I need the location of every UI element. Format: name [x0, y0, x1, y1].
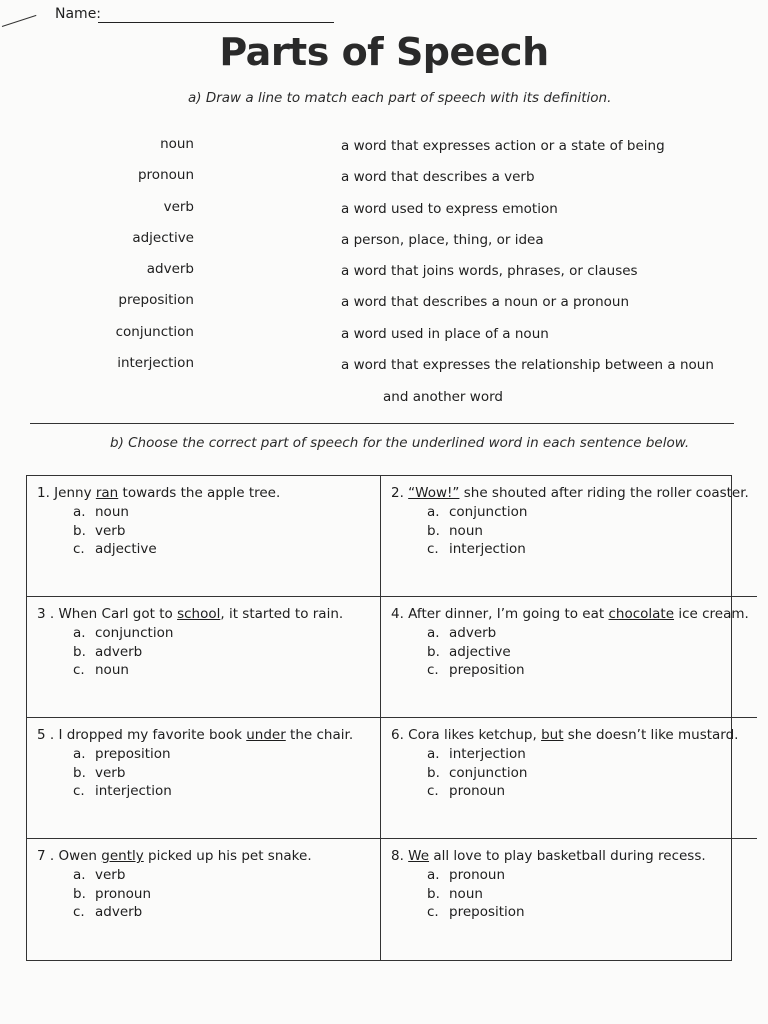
answer-option[interactable] [73, 903, 372, 922]
question-text: the chair. [285, 727, 354, 743]
section-a-instruction: a) Draw a line to match each part of speech with its definition. [188, 90, 612, 106]
option-text: adjective [95, 541, 157, 557]
answer-options [427, 503, 749, 559]
option-letter: b. [427, 522, 440, 539]
answer-option[interactable] [427, 503, 749, 522]
question-sentence [391, 606, 749, 622]
option-text: interjection [449, 541, 526, 557]
question-text: 8. [391, 848, 409, 864]
question-text: picked up his pet snake. [143, 848, 312, 864]
answer-option[interactable] [427, 866, 749, 885]
option-letter: b. [73, 885, 86, 902]
match-word[interactable]: conjunction [115, 323, 194, 340]
answer-option[interactable] [427, 643, 749, 662]
option-letter: a. [427, 625, 440, 641]
option-text: verb [95, 764, 126, 781]
answer-option[interactable] [73, 540, 372, 559]
answer-option[interactable] [427, 885, 749, 904]
option-letter: a. [73, 867, 86, 883]
answer-option[interactable] [427, 764, 749, 783]
answer-options [427, 624, 749, 680]
option-text: pronoun [449, 783, 506, 799]
page-title: Parts of Speech [219, 30, 549, 74]
option-text: interjection [449, 746, 526, 762]
match-word[interactable]: adjective [132, 229, 194, 246]
match-word[interactable]: verb [163, 198, 194, 215]
match-definition[interactable]: a word used in place of a noun [341, 325, 549, 342]
option-letter: c. [427, 904, 439, 920]
answer-options [73, 503, 372, 559]
option-text: noun [95, 504, 129, 520]
match-definition[interactable]: a word used to express emotion [341, 200, 558, 217]
match-definition[interactable]: a person, place, thing, or idea [341, 231, 544, 248]
option-text: preposition [449, 662, 525, 678]
answer-option[interactable] [73, 866, 372, 885]
underlined-word: chocolate [608, 606, 675, 622]
question-sentence [37, 848, 372, 864]
answer-option[interactable] [73, 764, 372, 783]
question-cell [27, 597, 381, 718]
question-text: 1. Jenny [37, 485, 96, 501]
answer-options [73, 866, 372, 922]
option-text: conjunction [95, 625, 174, 641]
option-letter: c. [73, 541, 85, 557]
option-text: pronoun [95, 885, 152, 902]
answer-option[interactable] [427, 745, 749, 764]
option-letter: b. [427, 764, 440, 781]
option-text: preposition [449, 904, 525, 920]
question-text: towards the apple tree. [118, 485, 281, 501]
answer-option[interactable] [73, 643, 372, 662]
option-text: verb [95, 867, 126, 883]
option-letter: a. [73, 504, 86, 520]
question-cell [381, 718, 757, 839]
answer-option[interactable] [427, 540, 749, 559]
question-text: 2. [391, 485, 409, 501]
option-text: adjective [449, 643, 511, 660]
option-text: interjection [95, 783, 172, 799]
question-text: all love to play basketball during recess. [429, 848, 706, 864]
underlined-word: gently [101, 848, 144, 864]
option-text: conjunction [449, 764, 528, 781]
question-grid [26, 475, 749, 961]
question-sentence [37, 727, 372, 743]
underlined-word: school [177, 606, 221, 622]
name-label: Name: [55, 6, 102, 22]
underlined-word: under [246, 727, 286, 743]
option-letter: c. [427, 541, 439, 557]
question-cell [27, 718, 381, 839]
question-cell [27, 839, 381, 960]
option-letter: b. [427, 643, 440, 660]
option-letter: a. [427, 867, 440, 883]
option-text: pronoun [449, 867, 506, 883]
answer-option[interactable] [427, 522, 749, 541]
option-letter: b. [73, 522, 86, 539]
section-divider [30, 423, 734, 424]
answer-option[interactable] [73, 885, 372, 904]
stray-pen-mark [2, 15, 37, 27]
name-blank-line[interactable] [98, 22, 334, 23]
match-word[interactable]: adverb [146, 261, 194, 278]
match-definition[interactable]: a word that describes a noun or a pronoun [341, 294, 630, 311]
answer-option[interactable] [427, 903, 749, 922]
answer-options [73, 624, 372, 680]
question-text: 7 . Owen [37, 848, 102, 864]
answer-option[interactable] [73, 503, 372, 522]
question-sentence [391, 727, 749, 743]
question-text: , it started to rain. [220, 606, 344, 622]
option-letter: a. [427, 504, 440, 520]
match-definition-continuation: and another word [383, 389, 503, 405]
answer-options [427, 866, 749, 922]
match-definition[interactable]: a word that joins words, phrases, or clauses [341, 263, 638, 280]
underlined-word: “Wow!” [408, 485, 460, 501]
answer-options [427, 745, 749, 801]
option-letter: b. [73, 643, 86, 660]
option-letter: c. [73, 783, 85, 799]
option-letter: a. [427, 746, 440, 762]
option-letter: b. [73, 764, 86, 781]
answer-option[interactable] [73, 782, 372, 801]
answer-option[interactable] [73, 522, 372, 541]
option-text: noun [449, 885, 483, 902]
question-cell [381, 597, 757, 718]
answer-option[interactable] [73, 745, 372, 764]
question-text: 4. After dinner, I’m going to eat [391, 606, 609, 622]
question-cell [381, 476, 757, 597]
match-definition[interactable]: a word that expresses action or a state of being [341, 138, 665, 154]
match-word[interactable]: interjection [117, 355, 194, 372]
question-text: 6. Cora likes ketchup, [391, 727, 542, 743]
question-text: she doesn’t like mustard. [563, 727, 739, 743]
option-text: preposition [95, 746, 171, 762]
option-letter: c. [427, 783, 439, 799]
match-word[interactable]: noun [160, 136, 194, 152]
option-text: noun [95, 662, 129, 678]
option-text: adverb [449, 625, 497, 641]
section-b-instruction: b) Choose the correct part of speech for the underlined word in each sentence below. [110, 435, 690, 451]
question-cell [27, 476, 381, 597]
question-text: she shouted after riding the roller coaster. [459, 485, 749, 501]
option-letter: a. [73, 746, 86, 762]
answer-option[interactable] [427, 782, 749, 801]
option-text: adverb [95, 643, 143, 660]
question-cell [381, 839, 757, 960]
answer-option[interactable] [73, 624, 372, 643]
question-text: 3 . When Carl got to [37, 606, 178, 622]
match-definition[interactable]: a word that expresses the relationship between a noun [341, 357, 714, 374]
match-word[interactable]: pronoun [137, 167, 194, 184]
question-text: ice cream. [674, 606, 749, 622]
question-sentence [391, 848, 749, 864]
question-sentence [37, 485, 372, 501]
match-words-column [60, 136, 194, 386]
match-word[interactable]: preposition [118, 292, 194, 309]
option-letter: b. [427, 885, 440, 902]
underlined-word: but [541, 727, 564, 743]
option-letter: c. [73, 662, 85, 678]
question-sentence [391, 485, 749, 501]
option-text: conjunction [449, 504, 528, 520]
answer-option[interactable] [73, 661, 372, 680]
answer-option[interactable] [427, 661, 749, 680]
answer-option[interactable] [427, 624, 749, 643]
option-text: verb [95, 522, 126, 539]
match-definition[interactable]: a word that describes a verb [341, 169, 535, 186]
question-sentence [37, 606, 372, 622]
option-text: adverb [95, 904, 143, 920]
question-text: 5 . I dropped my favorite book [37, 727, 247, 743]
option-letter: c. [73, 904, 85, 920]
answer-options [73, 745, 372, 801]
underlined-word: We [408, 848, 430, 864]
match-definitions-column [341, 138, 721, 388]
option-letter: a. [73, 625, 86, 641]
option-letter: c. [427, 662, 439, 678]
underlined-word: ran [95, 485, 119, 501]
option-text: noun [449, 522, 483, 539]
